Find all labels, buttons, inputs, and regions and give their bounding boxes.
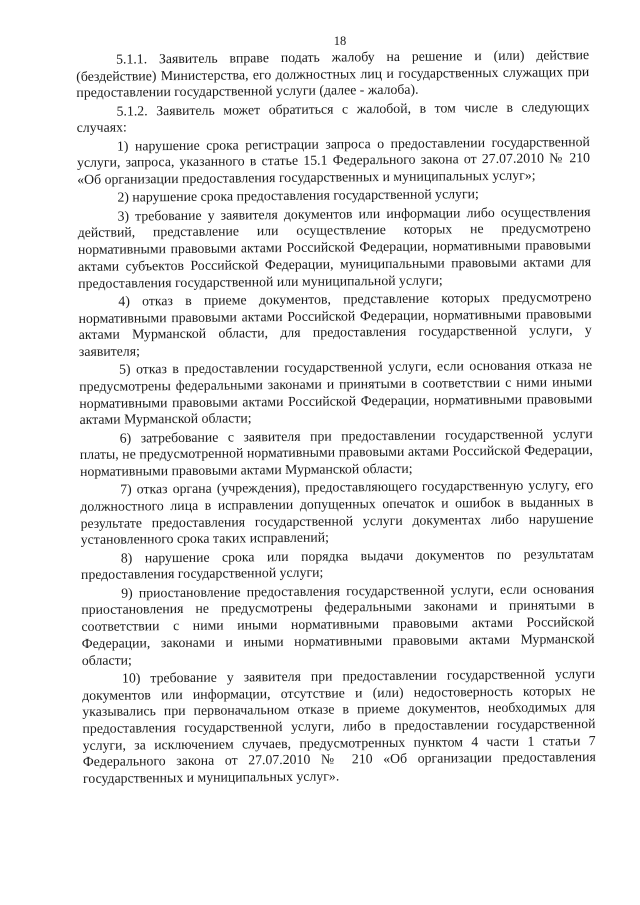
list-item-6: 6) затребование с заявителя при предоставлении государственной услуги платы, не предусмотренной нормативными правовыми актами Российской Федерации, нормативными правовыми актами Мурманской области; — [79, 425, 593, 480]
document-body — [76, 47, 596, 789]
list-item-10: 10) требование у заявителя при предоставлении государственной услуги документов или информации, отсутствие и (или) недостоверность которых не указывались при первоначальном отказе в приеме документов, необходимых для предоставления государственной услуги, либо в предоставлении государственной услуги, за исключением случаев, предусмотренных пунктом 4 части 1 статьи 7 Федерального закона от 27.07.2010 № 210 «Об организации предоставления государственных и муниципальных услуг». — [82, 665, 596, 787]
list-item-1: 1) нарушение срока регистрации запроса о предоставлении государственной услуги, запроса, указанного в статье 15.1 Федерального закона от 27.07.2010 № 210 «Об организации предоставления государственных и муниципальных услуг»; — [76, 133, 591, 188]
list-item-9: 9) приостановление предоставления государственной услуги, если основания приостановления не предусмотрены федеральными законами и принятыми в соответствии с ними иными нормативными правовыми актами Российской Федерации, законами и иными нормативными правовыми актами Мурманской области; — [81, 580, 595, 668]
list-item-2: 2) нарушение срока предоставления государственной услуги; — [117, 186, 479, 206]
paragraph-5-1-2: 5.1.2. Заявитель может обратиться с жалобой, в том числе в следующих случаях: — [76, 98, 590, 136]
page-number: 18 — [333, 34, 347, 48]
list-item-8: 8) нарушение срока или порядка выдачи документов по результатам предоставления государственной услуги; — [80, 545, 594, 583]
list-item-4: 4) отказ в приеме документов, представление которых предусмотрено нормативными правовыми актами Российской Федерации, нормативными правовыми актами Мурманской области, для предоставления государственной услуги, у заявителя; — [78, 288, 592, 359]
paragraph-5-1-1: 5.1.1. Заявитель вправе подать жалобу на решение и (или) действие (бездействие) Министерства, его должностных лиц и государственных служащих при предоставлении государственной услуги (далее - жалоба). — [76, 47, 590, 101]
list-item-7: 7) отказ органа (учреждения), предоставляющего государственную услугу, его должностного лица в исправлении допущенных опечаток и ошибок в выданных в результате предоставления государственной услуги документах либо нарушение установленного срока таких исправлений; — [80, 477, 594, 548]
list-item-3: 3) требование у заявителя документов или информации либо осуществления действий, представление или осуществление которых не предусмотрено нормативными правовыми актами Российской Федерации, нормативными правовыми актами субъектов Российской Федерации, муниципальными правовыми актами для предоставления государственной или муниципальной услуги; — [77, 203, 592, 291]
list-item-5: 5) отказ в предоставлении государственной услуги, если основания отказа не предусмотрены федеральными законами и принятыми в соответствии с ними иными нормативными правовыми актами Российской Федерации, нормативными правовыми актами Мурманской области; — [79, 357, 593, 428]
